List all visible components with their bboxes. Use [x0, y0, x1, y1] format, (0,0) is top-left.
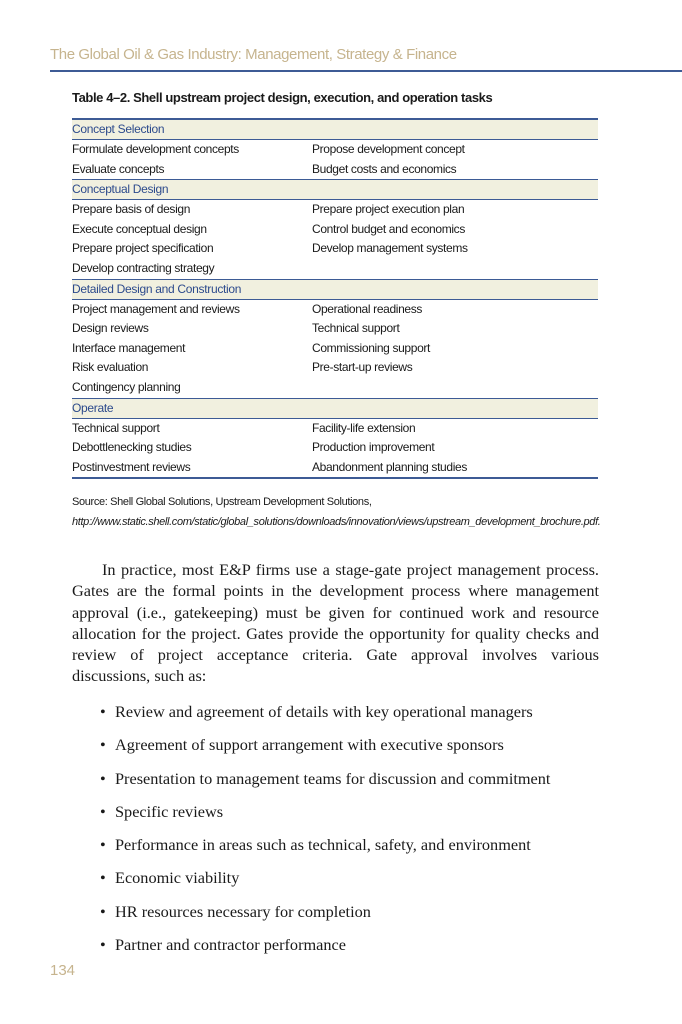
- task-left: Risk evaluation: [72, 360, 149, 375]
- table-row: [72, 300, 598, 320]
- table-row: [72, 319, 598, 339]
- task-right: Technical support: [312, 321, 400, 336]
- bullet-text: Review and agreement of details with key operational managers: [115, 702, 533, 721]
- bullet-icon: •: [100, 935, 106, 955]
- bullet-text: Partner and contractor performance: [115, 935, 346, 955]
- table-row: [72, 419, 598, 439]
- table-title: Table 4–2. Shell upstream project design, execution, and operation tasks: [72, 90, 493, 105]
- bullet-item: [100, 833, 550, 866]
- task-left: Contingency planning: [72, 379, 181, 394]
- running-head: The Global Oil & Gas Industry: Management, Strategy & Finance: [50, 46, 457, 63]
- bullet-icon: •: [100, 801, 106, 821]
- table-row: [72, 438, 598, 458]
- task-left: Technical support: [72, 420, 160, 435]
- task-left: Debottlenecking studies: [72, 440, 192, 455]
- bullet-item: [100, 700, 550, 733]
- task-left: Postinvestment reviews: [72, 459, 191, 474]
- table-row: [72, 220, 598, 240]
- table-row: [72, 339, 598, 359]
- task-left: Project management and reviews: [72, 301, 240, 316]
- bullet-item: [100, 733, 550, 766]
- table-row: [72, 140, 598, 160]
- task-right: Facility-life extension: [312, 420, 416, 435]
- bullet-icon: •: [100, 702, 106, 721]
- task-left: Develop contracting strategy: [72, 260, 215, 275]
- task-left: Prepare basis of design: [72, 202, 191, 217]
- table-row: [72, 200, 598, 220]
- bullet-item: [100, 933, 550, 966]
- bullet-icon: •: [100, 735, 106, 755]
- task-right: Commissioning support: [312, 340, 431, 355]
- bullet-icon: •: [100, 901, 106, 921]
- task-right: Budget costs and economics: [312, 161, 457, 176]
- task-left: Evaluate concepts: [72, 161, 165, 176]
- table-row: [72, 378, 598, 398]
- task-left: Execute conceptual design: [72, 221, 207, 236]
- table-row: [72, 458, 598, 478]
- bullet-text: Presentation to management teams for discussion and commitment: [115, 768, 551, 788]
- header-rule: [50, 70, 682, 72]
- table-row: [72, 358, 598, 378]
- bullet-text: HR resources necessary for completion: [115, 901, 371, 921]
- tasks-table: [72, 118, 598, 479]
- section-heading: Conceptual Design: [72, 179, 598, 200]
- task-right: Prepare project execution plan: [312, 202, 465, 217]
- task-right: Pre-start-up reviews: [312, 360, 413, 375]
- task-left: Interface management: [72, 340, 186, 355]
- task-right: Production improvement: [312, 440, 435, 455]
- task-right: Control budget and economics: [312, 221, 465, 236]
- bullet-list: [100, 700, 550, 966]
- bullet-item: [100, 767, 550, 800]
- bullet-icon: •: [100, 768, 106, 788]
- bullet-icon: •: [100, 835, 106, 855]
- source-url: http://www.static.shell.com/static/global_solutions/downloads/innovation/views/upstream_development_brochure.pdf.: [72, 516, 601, 528]
- section-heading: Detailed Design and Construction: [72, 279, 598, 300]
- section-heading: Concept Selection: [72, 120, 598, 140]
- task-left: Design reviews: [72, 321, 149, 336]
- bullet-text: Agreement of support arrangement with executive sponsors: [115, 735, 504, 755]
- table-row: [72, 160, 598, 180]
- task-right: Propose development concept: [312, 142, 465, 156]
- table-source: [72, 492, 602, 532]
- bullet-item: [100, 866, 550, 899]
- bullet-text: Specific reviews: [115, 801, 224, 821]
- page-number: 134: [50, 962, 76, 979]
- bullet-text: Economic viability: [115, 868, 240, 888]
- section-heading: Operate: [72, 398, 598, 419]
- task-right: Abandonment planning studies: [312, 459, 467, 474]
- bullet-item: [100, 900, 550, 933]
- bullet-icon: •: [100, 868, 106, 888]
- task-left: Formulate development concepts: [72, 142, 239, 156]
- bullet-text: Performance in areas such as technical, safety, and environment: [115, 835, 531, 855]
- bullet-item: [100, 800, 550, 833]
- source-prefix: Source: Shell Global Solutions, Upstream Development Solutions,: [72, 496, 372, 508]
- body-paragraph: In practice, most E&P firms use a stage-gate project management process. Gates are the formal points in the development process where management approval (i.e., gatekeeping) must be given for continued work and resource allocation for the project. Gates provide the opportunity for quality checks and review of project acceptance criteria. Gate approval involves various discussions, such as:: [72, 560, 599, 686]
- table-row: [72, 239, 598, 259]
- table-row: [72, 259, 598, 279]
- task-right: Operational readiness: [312, 301, 423, 316]
- task-left: Prepare project specification: [72, 241, 214, 256]
- task-right: Develop management systems: [312, 241, 468, 256]
